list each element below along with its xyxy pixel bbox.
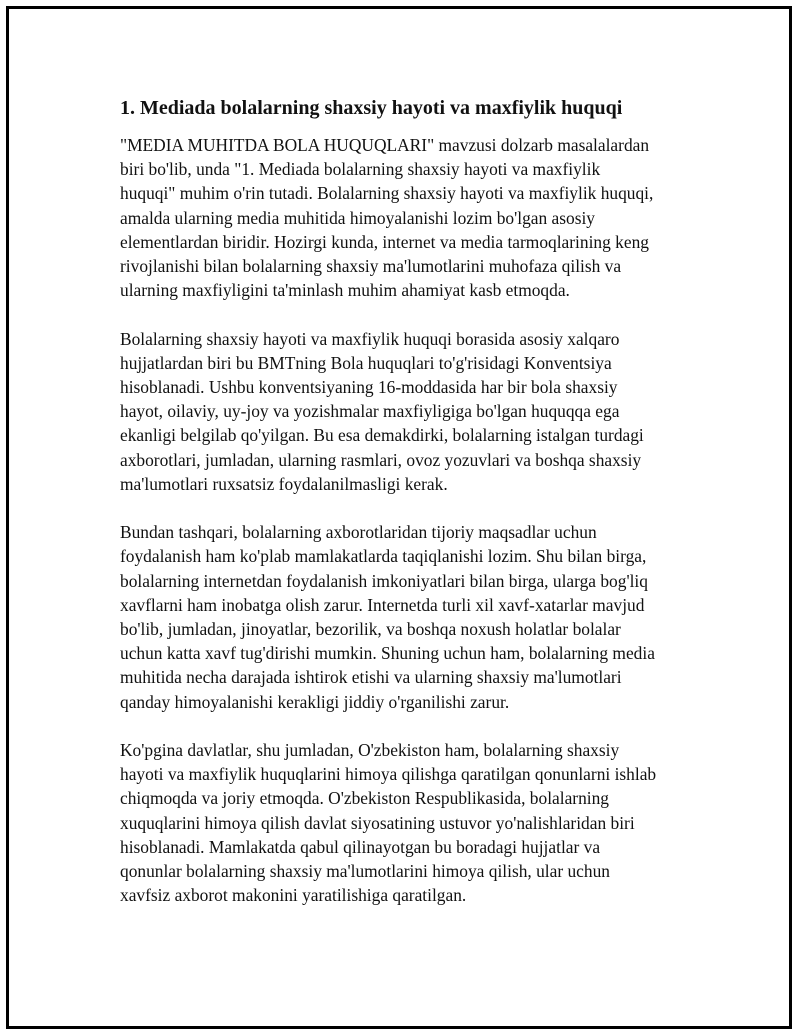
text-line: hayot, oilaviy, uy-joy va yozishmalar maxfiyligiga bo'lgan huquqqa ega [120, 401, 620, 422]
text-line: Bundan tashqari, bolalarning axborotlaridan tijoriy maqsadlar uchun [120, 522, 597, 543]
text-line: foydalanish ham ko'plab mamlakatlarda taqiqlanishi lozim. Shu bilan birga, [120, 546, 647, 567]
text-line: qonunlar bolalarning shaxsiy ma'lumotlarini himoya qilish, ular uchun [120, 861, 610, 882]
text-line: xavfsiz axborot makonini yaratilishiga qaratilgan. [120, 885, 467, 906]
text-line: elementlardan biridir. Hozirgi kunda, internet va media tarmoqlarining keng [120, 231, 649, 252]
text-line: Bolalarning shaxsiy hayoti va maxfiylik huquqi borasida asosiy xalqaro [120, 328, 620, 349]
text-line: hisoblanadi. Mamlakatda qabul qilinayotgan bu boradagi hujjatlar va [120, 836, 601, 857]
text-line: ma'lumotlari ruxsatsiz foydalanilmasligi kerak. [120, 473, 448, 494]
text-line: bo'lib, jumladan, jinoyatlar, bezorilik, va boshqa noxush holatlar bolalar [120, 619, 621, 640]
text-line: ularning maxfiyligini ta'minlash muhim ahamiyat kasb etmoqda. [120, 280, 570, 301]
text-line: biri bo'lib, unda "1. Mediada bolalarning shaxsiy hayoti va maxfiylik [120, 159, 601, 180]
text-line: rivojlanishi bilan bolalarning shaxsiy ma'lumotlarini muhofaza qilish va [120, 256, 622, 277]
paragraph-3 [120, 520, 710, 714]
text-line: bolalarning internetdan foydalanish imkoniyatlari bilan birga, ularga bog'liq [120, 570, 648, 591]
text-line: qanday himoyalanishi kerakligi jiddiy o'rganilishi zarur. [120, 691, 510, 712]
paragraph-2 [120, 327, 710, 496]
text-line: amalda ularning media muhitida himoyalanishi lozim bo'lgan asosiy [120, 207, 595, 228]
text-line: uchun katta xavf tug'dirishi mumkin. Shuning uchun ham, bolalarning media [120, 643, 655, 664]
text-line: hisoblanadi. Ushbu konventsiyaning 16-moddasida har bir bola shaxsiy [120, 377, 618, 398]
document-title: 1. Mediada bolalarning shaxsiy hayoti va maxfiylik huquqi [120, 97, 623, 119]
paragraph-4 [120, 738, 710, 907]
text-line: hujjatlardan biri bu BMTning Bola huquqlari to'g'risidagi Konventsiya [120, 352, 612, 373]
paragraph-1 [120, 133, 710, 302]
text-line: Ko'pgina davlatlar, shu jumladan, O'zbekiston ham, bolalarning shaxsiy [120, 740, 620, 761]
text-line: hayoti va maxfiylik huquqlarini himoya qilishga qaratilgan qonunlarni ishlab [120, 764, 657, 785]
text-line: xavflarni ham inobatga olish zarur. Internetda turli xil xavf-xatarlar mavjud [120, 594, 645, 615]
page-frame [6, 6, 792, 1029]
text-line: chiqmoqda va joriy etmoqda. O'zbekiston Respublikasida, bolalarning [120, 788, 610, 809]
text-line: xuquqlarini himoya qilish davlat siyosatining ustuvor yo'nalishlaridan biri [120, 812, 635, 833]
document-body [120, 95, 710, 932]
text-line: axborotlari, jumladan, ularning rasmlari, ovoz yozuvlari va boshqa shaxsiy [120, 449, 642, 470]
text-line: muhitida necha darajada ishtirok etishi va ularning shaxsiy ma'lumotlari [120, 667, 622, 688]
text-line: huquqi" muhim o'rin tutadi. Bolalarning shaxsiy hayoti va maxfiylik huquqi, [120, 183, 654, 204]
text-line: ekanligi belgilab qo'yilgan. Bu esa demakdirki, bolalarning istalgan turdagi [120, 425, 644, 446]
text-line: "MEDIA MUHITDA BOLA HUQUQLARI" mavzusi dolzarb masalalardan [120, 135, 650, 155]
